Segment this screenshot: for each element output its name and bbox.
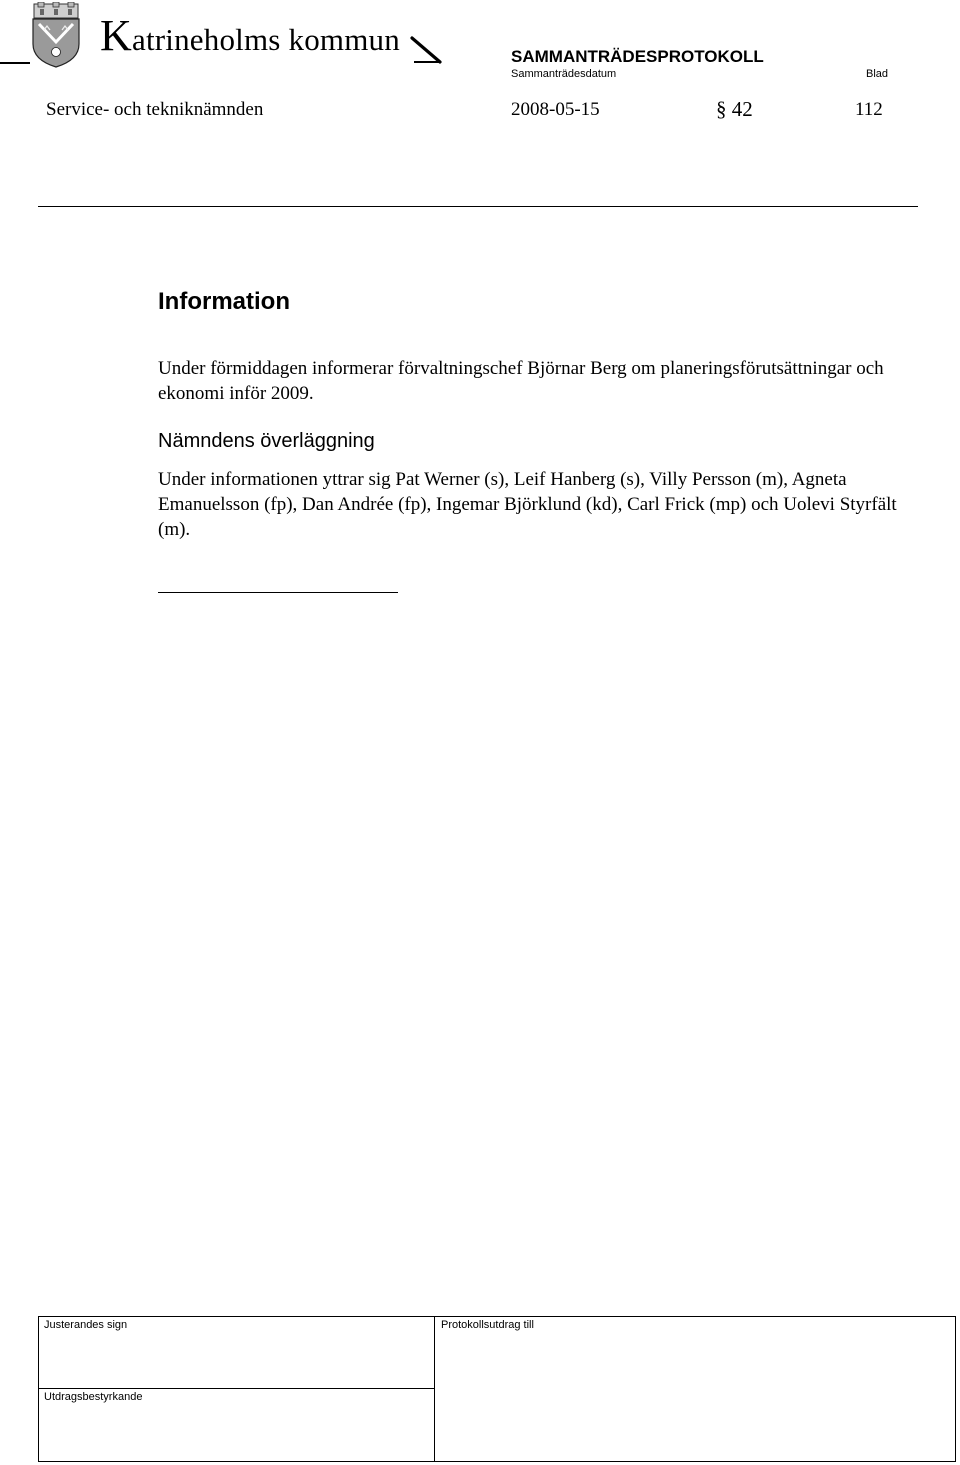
document-type: SAMMANTRÄDESPROTOKOLL <box>511 47 764 66</box>
deliberation-paragraph: Under informationen yttrar sig Pat Werner (s), Leif Hanberg (s), Villy Persson (m), Agneta Emanuelsson (fp), Dan Andrée (fp), Ingemar Björklund (kd), Carl Frick (mp) och Uolevi Styrfält (m). <box>158 469 897 540</box>
protocol-extract-label: Protokollsutdrag till <box>441 1319 534 1331</box>
coat-of-arms-icon <box>30 2 82 68</box>
meeting-date-label: Sammanträdesdatum <box>511 68 617 80</box>
header-divider <box>38 206 918 207</box>
logo-swoosh-icon <box>410 36 442 64</box>
signature-box-divider-vertical <box>434 1316 435 1462</box>
info-paragraph: Under förmiddagen informerar förvaltningschef Björnar Berg om planeringsförutsättningar och ekonomi inför 2009. <box>158 358 884 404</box>
section-end-rule <box>158 592 398 593</box>
deliberation-heading: Nämndens överläggning <box>158 430 375 452</box>
page-label: Blad <box>866 68 889 80</box>
logo-initial: K <box>100 11 132 60</box>
page-number: 112 <box>855 99 883 120</box>
municipality-logo <box>100 11 400 60</box>
signature-box-divider-horizontal <box>38 1388 435 1389</box>
logo-rule <box>0 62 30 64</box>
section-number: § 42 <box>716 97 753 121</box>
adjuster-sign-label: Justerandes sign <box>44 1319 128 1331</box>
logo-name: atrineholms kommun <box>131 22 400 57</box>
info-heading: Information <box>158 288 290 315</box>
extract-certification-label: Utdragsbestyrkande <box>44 1391 143 1403</box>
committee-name: Service- och tekniknämnden <box>46 99 264 120</box>
signature-box <box>38 1316 956 1462</box>
meeting-date: 2008-05-15 <box>511 99 600 120</box>
